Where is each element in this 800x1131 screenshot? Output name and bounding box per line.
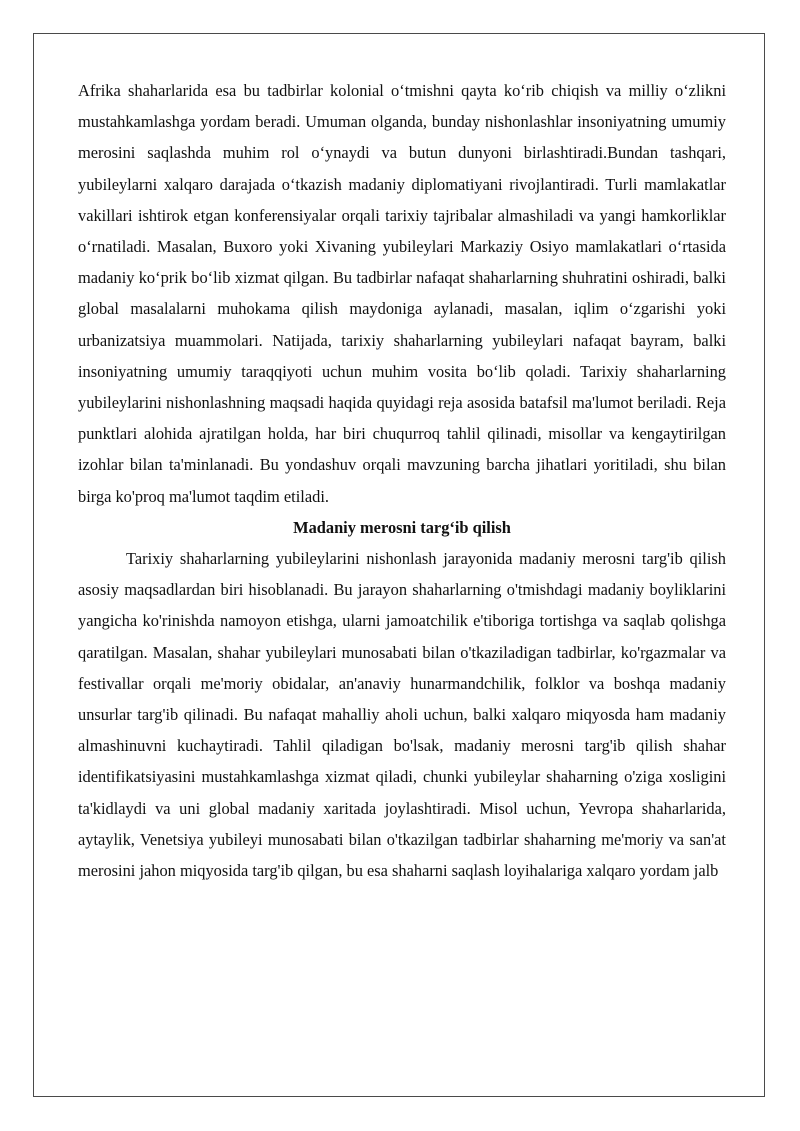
paragraph-1: Afrika shaharlarida esa bu tadbirlar kolonial o‘tmishni qayta ko‘rib chiqish va milliy o‘zlikni mustahkamlashga yordam beradi. Umuman olganda, bunday nishonlashlar insoniyatning umumiy merosini saqlashda muhim rol o‘ynaydi va butun dunyoni birlashtiradi.Bundan tashqari, yubileylarni xalqaro darajada o‘tkazish madaniy diplomatiyani rivojlantiradi. Turli mamlakatlar vakillari ishtirok etgan konferensiyalar orqali tarixiy tajribalar almashiladi va yangi hamkorliklar o‘rnatiladi. Masalan, Buxoro yoki Xivaning yubileylari Markaziy Osiyo mamlakatlari o‘rtasida madaniy ko‘prik bo‘lib xizmat qilgan. Bu tadbirlar nafaqat shaharlarning shuhratini oshiradi, balki global masalalarni muhokama qilish maydoniga aylanadi, masalan, iqlim o‘zgarishi yoki urbanizatsiya muammolari. Natijada, tarixiy shaharlarning yubileylari nafaqat bayram, balki insoniyatning umumiy taraqqiyoti uchun muhim vosita bo‘lib qoladi. Tarixiy shaharlarning yubileylarini nishonlashning maqsadi haqida quyidagi reja asosida batafsil ma'lumot beriladi. Reja punktlari alohida ajratilgan holda, har biri chuqurroq tahlil qilinadi, misollar va kengaytirilgan izohlar bilan ta'minlanadi. Bu yondashuv orqali mavzuning barcha jihatlari yoritiladi, shu bilan birga ko'proq ma'lumot taqdim etiladi. [78,81,726,506]
paragraph-2: Tarixiy shaharlarning yubileylarini nishonlash jarayonida madaniy merosni targ'ib qilish asosiy maqsadlardan biri hisoblanadi. Bu jarayon shaharlarning o'tmishdagi madaniy boyliklarini yangicha ko'rinishda namoyon etishga, ularni jamoatchilik e'tiboriga tortishga va saqlab qolishga qaratilgan. Masalan, shahar yubileylari munosabati bilan o'tkaziladigan tadbirlar, ko'rgazmalar va festivallar orqali me'moriy obidalar, an'anaviy hunarmandchilik, folklor va boshqa madaniy unsurlar targ'ib qilinadi. Bu nafaqat mahalliy aholi uchun, balki xalqaro miqyosda ham madaniy almashinuvni kuchaytiradi. Tahlil qiladigan bo'lsak, madaniy merosni targ'ib qilish shahar identifikatsiyasini mustahkamlashga xizmat qiladi, chunki yubileylar shaharning o'ziga xosligini ta'kidlaydi va uni global madaniy xaritada joylashtiradi. Misol uchun, Yevropa shaharlarida, aytaylik, Venetsiya yubileyi munosabati bilan o'tkazilgan tadbirlar shaharning me'moriy va san'at merosini jahon miqyosida targ'ib qilgan, bu esa shaharni saqlash loyihalariga xalqaro yordam jalb [78,549,726,881]
document-body [78,75,726,886]
section-heading: Madaniy merosni targ‘ib qilish [293,517,511,537]
